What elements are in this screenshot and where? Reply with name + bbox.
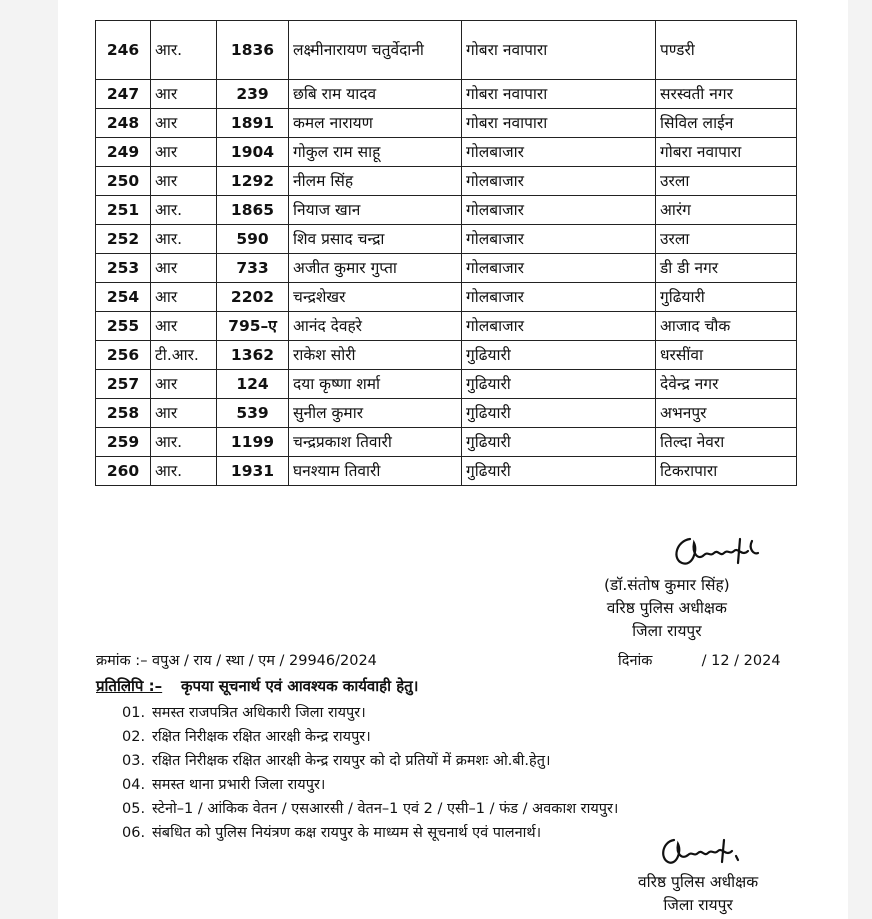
badge-number-cell: 733 (217, 254, 289, 283)
rank-cell: आर (151, 138, 217, 167)
rank-cell: आर (151, 254, 217, 283)
to-station-cell: टिकरापारा (656, 457, 797, 486)
rank-cell: आर. (151, 428, 217, 457)
badge-number-cell: 795–ए (217, 312, 289, 341)
to-station-cell: धरसींवा (656, 341, 797, 370)
list-item (122, 773, 618, 797)
footer-block (638, 871, 758, 917)
list-item-text: संबधित को पुलिस नियंत्रण कक्ष रायपुर के माध्यम से सूचनार्थ एवं पालनार्थ। (152, 825, 542, 841)
from-station-cell: गोलबाजार (462, 312, 656, 341)
list-item-number: 05. (122, 801, 146, 817)
to-station-cell: आरंग (656, 196, 797, 225)
list-item (122, 749, 618, 773)
signatory-designation: वरिष्ठ पुलिस अधीक्षक (606, 599, 727, 617)
from-station-cell: गोलबाजार (462, 225, 656, 254)
from-station-cell: गोलबाजार (462, 138, 656, 167)
rank-cell: आर (151, 283, 217, 312)
table-row (96, 196, 797, 225)
badge-number-cell: 1865 (217, 196, 289, 225)
badge-number-cell: 239 (217, 80, 289, 109)
serial-cell: 246 (96, 21, 151, 80)
to-station-cell: पण्डरी (656, 21, 797, 80)
rank-cell: आर (151, 80, 217, 109)
list-item (122, 725, 618, 749)
rank-cell: आर (151, 370, 217, 399)
badge-number-cell: 1362 (217, 341, 289, 370)
signature-image (668, 533, 768, 573)
serial-cell: 247 (96, 80, 151, 109)
serial-cell: 254 (96, 283, 151, 312)
from-station-cell: गुढियारी (462, 399, 656, 428)
table-row (96, 457, 797, 486)
to-station-cell: डी डी नगर (656, 254, 797, 283)
badge-number-cell: 124 (217, 370, 289, 399)
rank-cell: टी.आर. (151, 341, 217, 370)
name-cell: अजीत कुमार गुप्ता (289, 254, 462, 283)
name-cell: नियाज खान (289, 196, 462, 225)
badge-number-cell: 539 (217, 399, 289, 428)
from-station-cell: गुढियारी (462, 370, 656, 399)
name-cell: चन्द्रशेखर (289, 283, 462, 312)
list-item-text: समस्त थाना प्रभारी जिला रायपुर। (152, 777, 326, 793)
signatory-district: जिला रायपुर (632, 622, 702, 640)
to-station-cell: देवेन्द्र नगर (656, 370, 797, 399)
rank-cell: आर. (151, 196, 217, 225)
from-station-cell: गुढियारी (462, 457, 656, 486)
to-station-cell: तिल्दा नेवरा (656, 428, 797, 457)
table-row (96, 428, 797, 457)
serial-cell: 253 (96, 254, 151, 283)
serial-cell: 251 (96, 196, 151, 225)
serial-cell: 255 (96, 312, 151, 341)
from-station-cell: गोबरा नवापारा (462, 80, 656, 109)
table-row (96, 80, 797, 109)
rank-cell: आर. (151, 225, 217, 254)
from-station-cell: गुढियारी (462, 341, 656, 370)
serial-cell: 257 (96, 370, 151, 399)
serial-cell: 250 (96, 167, 151, 196)
from-station-cell: गुढियारी (462, 428, 656, 457)
rank-cell: आर (151, 399, 217, 428)
serial-cell: 260 (96, 457, 151, 486)
serial-cell: 259 (96, 428, 151, 457)
list-item-number: 03. (122, 753, 146, 769)
name-cell: नीलम सिंह (289, 167, 462, 196)
name-cell: घनश्याम तिवारी (289, 457, 462, 486)
footer-designation: वरिष्ठ पुलिस अधीक्षक (638, 873, 759, 891)
signatory-name: (डॉ.संतोष कुमार सिंह) (604, 576, 730, 594)
serial-cell: 256 (96, 341, 151, 370)
list-item-text: स्टेनो–1 / आंकिक वेतन / एसआरसी / वेतन–1 एवं 2 / एसी–1 / फंड / अवकाश रायपुर। (152, 801, 619, 817)
badge-number-cell: 1891 (217, 109, 289, 138)
from-station-cell: गोलबाजार (462, 283, 656, 312)
name-cell: आनंद देवहरे (289, 312, 462, 341)
table-row (96, 370, 797, 399)
table-body (96, 21, 797, 486)
name-cell: शिव प्रसाद चन्द्रा (289, 225, 462, 254)
table-row (96, 341, 797, 370)
list-item (122, 821, 618, 845)
table-row (96, 138, 797, 167)
from-station-cell: गोबरा नवापारा (462, 109, 656, 138)
serial-cell: 252 (96, 225, 151, 254)
rank-cell: आर (151, 109, 217, 138)
badge-number-cell: 1836 (217, 21, 289, 80)
signature-image-2 (656, 836, 746, 870)
table-row (96, 225, 797, 254)
name-cell: राकेश सोरी (289, 341, 462, 370)
rank-cell: आर (151, 167, 217, 196)
serial-cell: 249 (96, 138, 151, 167)
to-station-cell: सिविल लाईन (656, 109, 797, 138)
from-station-cell: गोलबाजार (462, 254, 656, 283)
from-station-cell: गोलबाजार (462, 167, 656, 196)
to-station-cell: उरला (656, 167, 797, 196)
to-station-cell: अभनपुर (656, 399, 797, 428)
table-row (96, 254, 797, 283)
list-item-text: रक्षित निरीक्षक रक्षित आरक्षी केन्द्र रायपुर। (152, 729, 371, 745)
reference-number: क्रमांक :– वपुअ / राय / स्था / एम / 29946/2024 (96, 653, 377, 669)
from-station-cell: गोलबाजार (462, 196, 656, 225)
to-station-cell: गुढियारी (656, 283, 797, 312)
list-item (122, 701, 618, 725)
to-station-cell: गोबरा नवापारा (656, 138, 797, 167)
list-item-text: समस्त राजपत्रित अधिकारी जिला रायपुर। (152, 705, 366, 721)
table-row (96, 312, 797, 341)
to-station-cell: सरस्वती नगर (656, 80, 797, 109)
rank-cell: आर (151, 312, 217, 341)
list-item-number: 06. (122, 825, 146, 841)
rank-cell: आर. (151, 457, 217, 486)
signatory-block (604, 574, 730, 643)
from-station-cell: गोबरा नवापारा (462, 21, 656, 80)
transfer-table (95, 20, 797, 486)
copy-heading (96, 676, 418, 696)
date-value: / 12 / 2024 (701, 653, 781, 669)
list-item-number: 04. (122, 777, 146, 793)
copy-label: प्रतिलिपि :– (96, 677, 163, 695)
table-row (96, 283, 797, 312)
reference-date (618, 650, 781, 670)
serial-cell: 248 (96, 109, 151, 138)
badge-number-cell: 1199 (217, 428, 289, 457)
table-row (96, 21, 797, 80)
list-item-text: रक्षित निरीक्षक रक्षित आरक्षी केन्द्र रायपुर को दो प्रतियों में क्रमशः ओ.बी.हेतु। (152, 753, 551, 769)
date-label: दिनांक (618, 653, 653, 669)
table-row (96, 167, 797, 196)
to-station-cell: उरला (656, 225, 797, 254)
name-cell: लक्ष्मीनारायण चतुर्वेदानी (289, 21, 462, 80)
list-item-number: 02. (122, 729, 146, 745)
badge-number-cell: 1931 (217, 457, 289, 486)
badge-number-cell: 1904 (217, 138, 289, 167)
copy-text: कृपया सूचनार्थ एवं आवश्यक कार्यवाही हेतु। (180, 677, 419, 695)
badge-number-cell: 2202 (217, 283, 289, 312)
badge-number-cell: 1292 (217, 167, 289, 196)
name-cell: कमल नारायण (289, 109, 462, 138)
table-row (96, 399, 797, 428)
name-cell: छबि राम यादव (289, 80, 462, 109)
copy-list (122, 701, 618, 845)
table-row (96, 109, 797, 138)
list-item (122, 797, 618, 821)
name-cell: सुनील कुमार (289, 399, 462, 428)
badge-number-cell: 590 (217, 225, 289, 254)
rank-cell: आर. (151, 21, 217, 80)
name-cell: चन्द्रप्रकाश तिवारी (289, 428, 462, 457)
serial-cell: 258 (96, 399, 151, 428)
name-cell: गोकुल राम साहू (289, 138, 462, 167)
name-cell: दया कृष्णा शर्मा (289, 370, 462, 399)
to-station-cell: आजाद चौक (656, 312, 797, 341)
footer-district: जिला रायपुर (663, 896, 733, 914)
list-item-number: 01. (122, 705, 146, 721)
